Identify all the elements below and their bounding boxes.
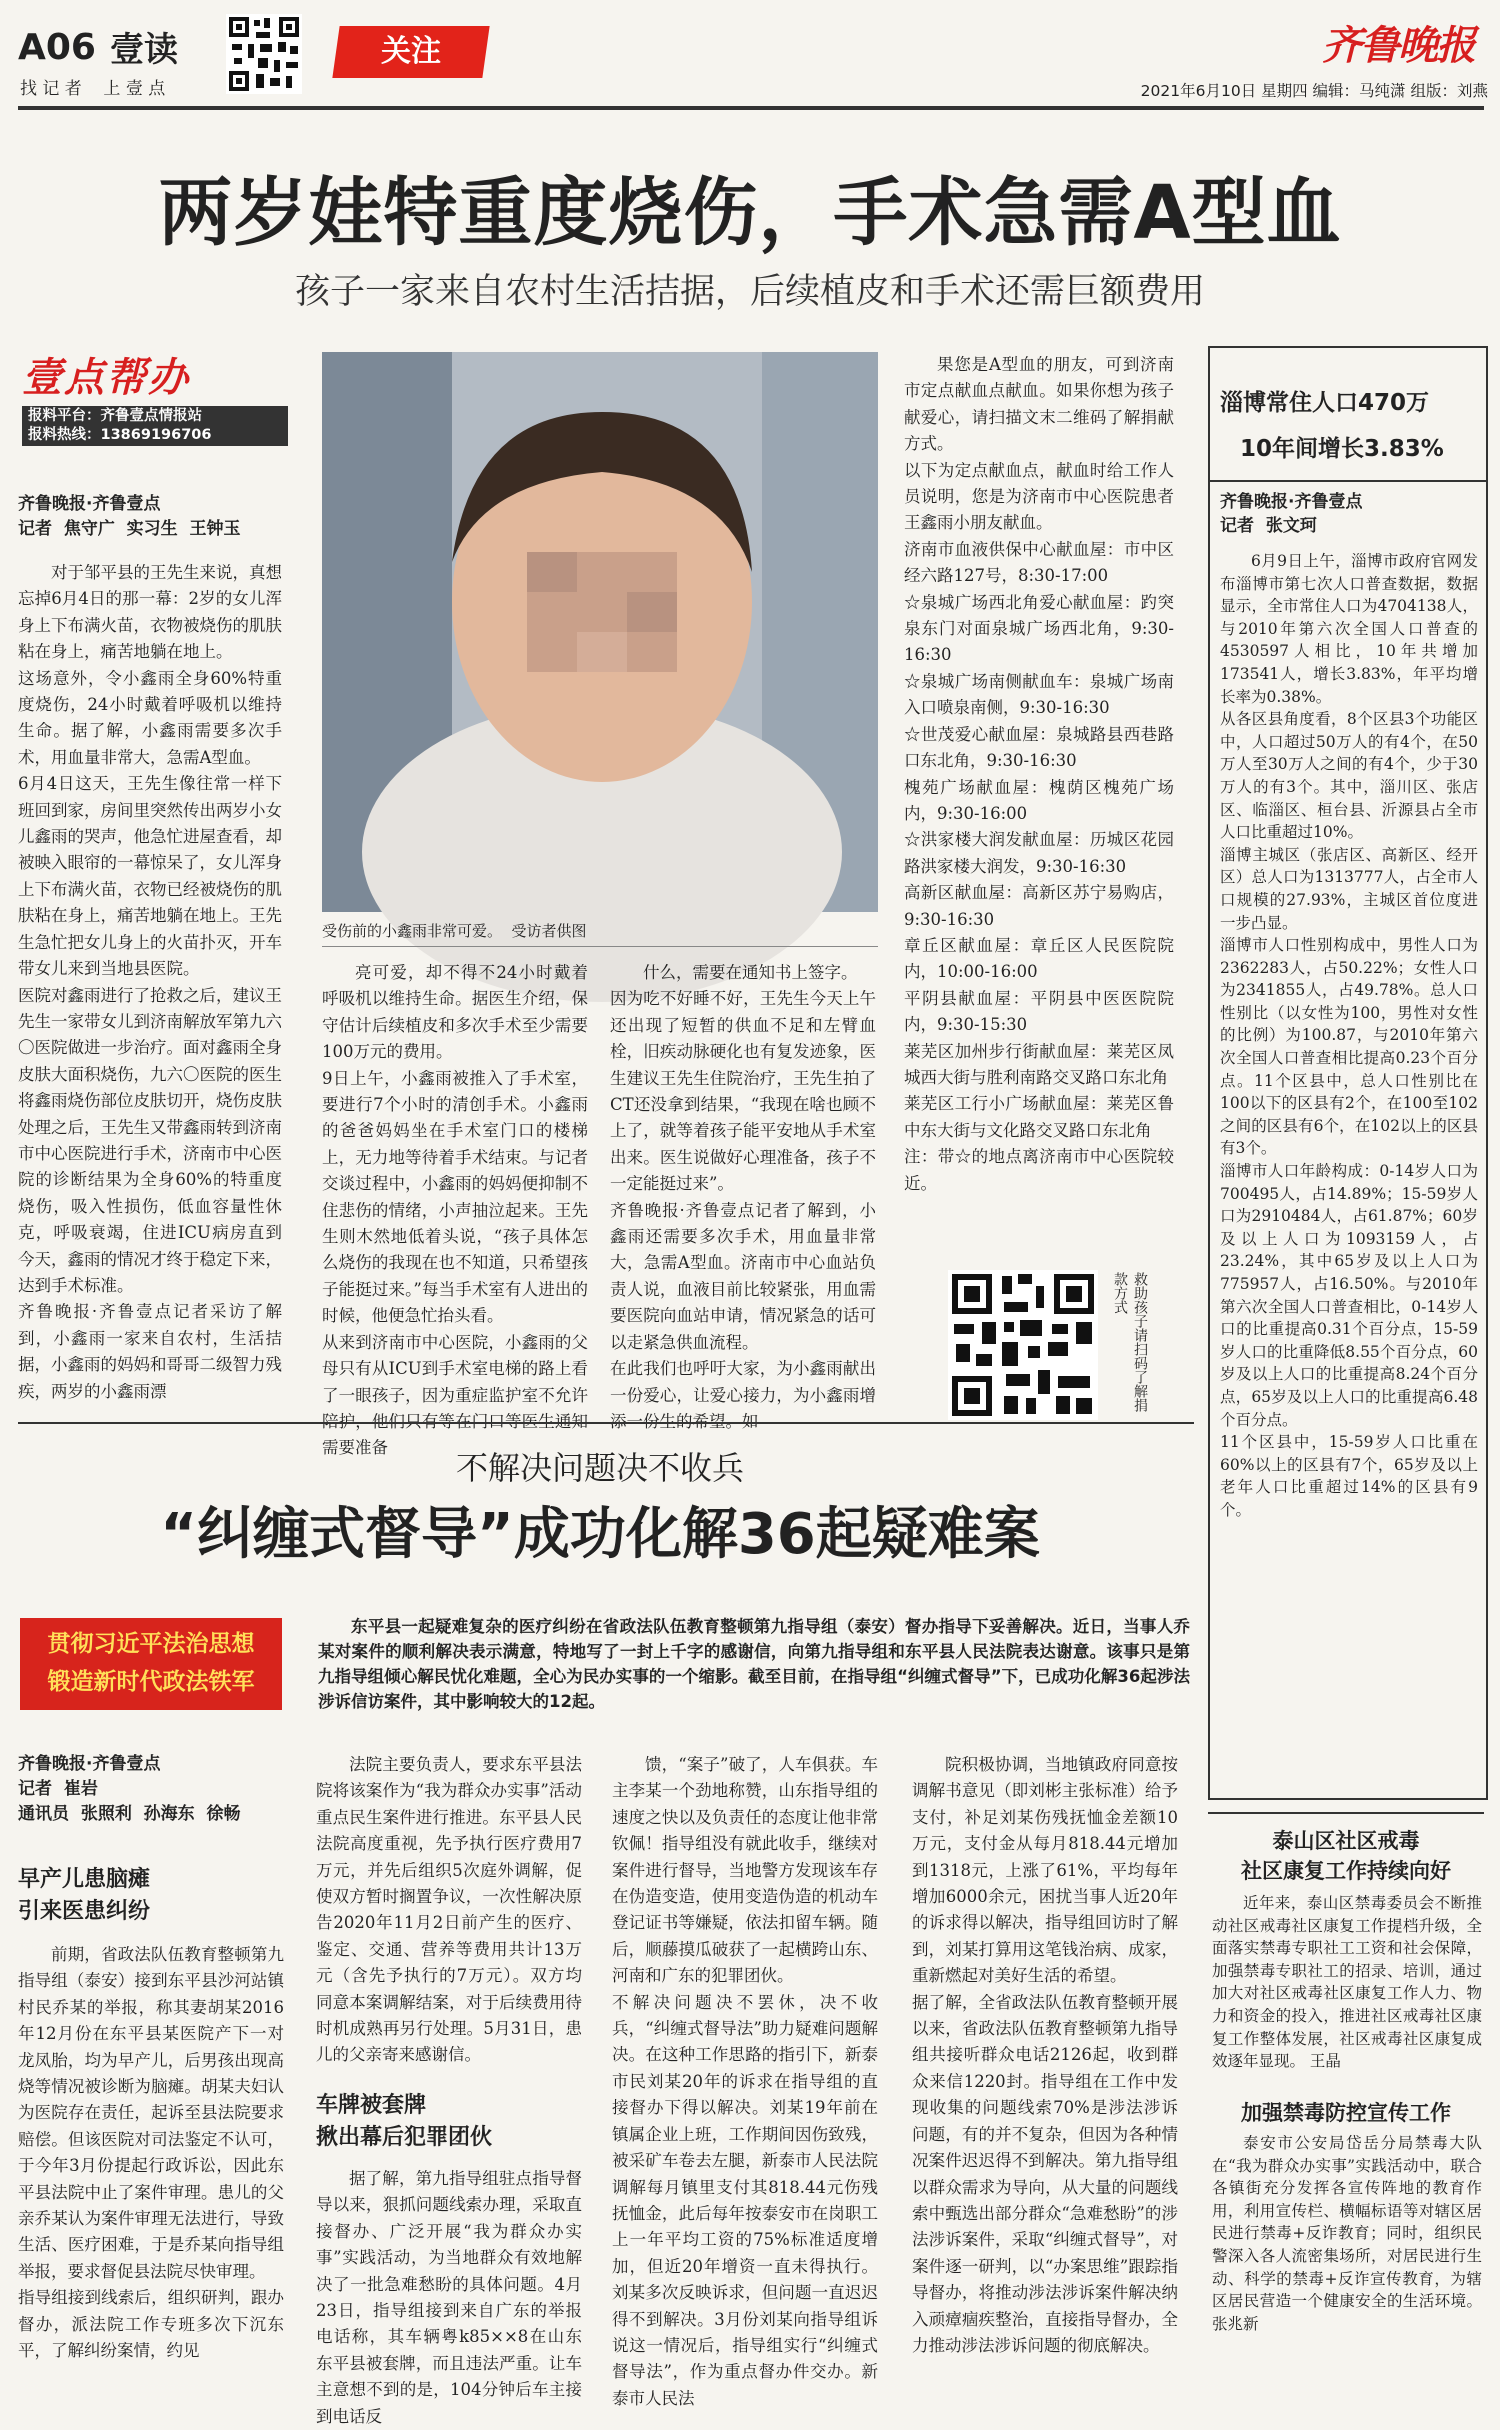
photo-caption: 受伤前的小鑫雨非常可爱。 受访者供图 (322, 922, 587, 940)
story1-body-col4: 果您是A型血的朋友，可到济南市定点献血点献血。如果你想为孩子献爱心，请扫描文末二维码了解捐献方式。 以下为定点献血点，献血时给工作人员说明，您是为济南市中心医院患者王鑫雨小朋友献血。 济南市血液供保中心献血屋：市中区经六路127号，8:30-17:00 ☆泉城广场西北角爱心献血屋：趵突泉东门对面泉城广场西北角，9:30-16:30 ☆泉城广场南侧献血车：泉城广场南入口喷泉南侧，9:30-16:30 ☆世茂爱心献血屋：泉城路县西巷路口东北角，9:30-16:30 槐苑广场献血屋：槐荫区槐苑广场内，9:30-16:00 ☆洪家楼大润发献血屋：历城区花园路洪家楼大润发，9:30-16:30 高新区献血屋：高新区苏宁易购店，9:30-16:30 章丘区献血屋：章丘区人民医院院内，10:00-16:00 平阴县献血屋：平阴县中医医院院内，9:30-15:30 莱芜区加州步行街献血屋：莱芜区凤城西大街与胜利南路交叉路口东北角 莱芜区工行小广场献血屋：莱芜区鲁中东大街与文化路交叉路口东北角 注：带☆的地点离济南市中心医院较近。 (904, 355, 1174, 1193)
story2-lead: 东平县一起疑难复杂的医疗纠纷在省政法队伍教育整顿第九指导组（泰安）督办指导下妥善解决。近日，当事人乔某对案件的顺利解决表示满意，特地写了一封上千字的感谢信，向第九指导组和东平县人民法院表达谢意。该事只是第九指导组倾心解民忧化难题，全心为民办实事的一个缩影。截至目前，在指导组“纠缠式督导”下，已成功化解36起涉法涉诉信访案件，其中影响较大的12起。 (318, 1617, 1190, 1711)
story1-byline-1: 齐鲁晚报·齐鲁壹点 (18, 494, 161, 514)
story2-body-col2: 法院主要负责人，要求东平县法院将该案作为“我为群众办实事”活动重点民生案件进行推进。东平县人民法院高度重视，先予执行医疗费用7万元，并先后组织5次庭外调解，促使双方暂时搁置争议，一次性解决原告2020年11月2日前产生的医疗、鉴定、交通、营养等费用共计13万元（含先予执行的7万元）。双方均同意本案调解结案，对于后续费用待时机成熟再另行处理。5月31日，患儿的父亲寄来感谢信。 (316, 1755, 582, 2065)
story2-body-col2b: 据了解，第九指导组驻点指导督导以来，狠抓问题线索办理，采取直接督办、广泛开展“我为群众办实事”实践活动，为当地群众有效地解决了一批急难愁盼的具体问题。4月23日，指导组接到来自广东的举报电话称，其车辆粤k85××8在山东东平县被套牌，而且违法严重。让车主意想不到的是，104分钟后车主接到电话反 (316, 2169, 582, 2426)
sidebar-drug-body-1: 近年来，泰山区禁毒委员会不断推动社区戒毒社区康复工作提档升级，全面落实禁毒专职社工工资和社会保障，加强禁毒专职社工的招录、培训，通过加大对社区戒毒社区康复工作人力、物力和资金的投入，推进社区戒毒社区康复工作整体发展，社区戒毒社区康复成效逐年显现。 王晶 (1212, 1894, 1482, 2071)
story2-subhead-1b: 引来医患纠纷 (18, 1899, 151, 1924)
help-hotline: 报料热线：13869196706 (28, 427, 212, 443)
page-number: A06 (18, 27, 96, 68)
story2-byline-2: 记者 崔岩 (18, 1779, 98, 1799)
page-header (0, 0, 1500, 112)
story2-body-col1: 前期，省政法队伍教育整顿第九指导组（泰安）接到东平县沙河站镇村民乔某的举报，称其妻胡某2016年12月份在东平县某医院产下一对龙凤胎，均为早产儿，后男孩出现高烧等情况被诊断为脑瘫。胡某夫妇认为医院存在责任，起诉至县法院要求赔偿。但该医院对司法鉴定不认可，于今年3月份提起行政诉讼，因此东平县法院中止了案件审理。患儿的父亲乔某认为案件审理无法进行，导致生活、医疗困难，于是乔某向指导组举报，要求督促县法院尽快审理。 指导组接到线索后，组织研判，跟办督办，派法院工作专班多次下沉东平，了解纠纷案情，约见 (18, 1945, 284, 2361)
sidebar-drug-rule (1208, 1812, 1484, 1814)
story2-byline-3: 通讯员 张照利 孙海东 徐畅 (18, 1804, 241, 1824)
story2-kicker: 不解决问题决不收兵 (455, 1449, 744, 1487)
sidebar-drug-body-2: 泰安市公安局岱岳分局禁毒大队在“我为群众办实事”实践活动中，联合各镇街充分发挥各宣传阵地的教育作用，利用宣传栏、横幅标语等对辖区居民进行禁毒+反诈教育；同时，组织民警深入各人流密集场所，对居民进行生动、科学的禁毒+反诈宣传教育，为辖区居民营造一个健康安全的生活环境。 张兆新 (1212, 2134, 1482, 2333)
qr-caption: 救助孩子请扫码了解捐款方式 (1112, 1272, 1148, 1412)
story1-body-col1: 对于邹平县的王先生来说，真想忘掉6月4日的那一幕：2岁的女儿浑身上下布满火苗，衣物被烧伤的肌肤粘在身上，痛苦地躺在地上。 这场意外，令小鑫雨全身60%特重度烧伤，24小时戴着呼吸机以维持生命。据了解，小鑫雨需要多次手术，用血量非常大，急需A型血。 6月4日这天，王先生像往常一样下班回到家，房间里突然传出两岁小女儿鑫雨的哭声，他急忙进屋查看，却被映入眼帘的一幕惊呆了，女儿浑身上下布满火苗，衣物已经被烧伤的肌肤粘在身上，痛苦地躺在地上。王先生急忙把女儿身上的火苗扑灭，开车带女儿来到当地县医院。 医院对鑫雨进行了抢救之后，建议王先生一家带女儿到济南解放军第九六〇医院做进一步治疗。面对鑫雨全身皮肤大面积烧伤，九六〇医院的医生将鑫雨烧伤部位皮肤切开，烧伤皮肤处理之后，王先生又带鑫雨转到济南市中心医院进行手术，济南市中心医院的诊断结果为全身60%的特重度烧伤，吸入性损伤，低血容量性休克，呼吸衰竭，住进ICU病房直到今天，鑫雨的情况才终于稳定下来，达到手术标准。 齐鲁晚报·齐鲁壹点记者采访了解到，小鑫雨一家来自农村，生活拮据，小鑫雨的妈妈和哥哥二级智力残疾，两岁的小鑫雨漂 (18, 563, 282, 1401)
header-qr-code[interactable] (226, 14, 302, 94)
sidebar-pop-rule (1210, 480, 1486, 482)
story2-byline-1: 齐鲁晚报·齐鲁壹点 (18, 1754, 161, 1774)
sidebar-pop-title-1: 淄博常住人口470万 (1220, 390, 1430, 416)
story2-subhead-2a: 车牌被套牌 (316, 2093, 427, 2118)
headline: 两岁娃特重度烧伤，手术急需A型血 (158, 170, 1342, 256)
sidebar-pop-byline-2: 记者 张文珂 (1220, 516, 1317, 536)
section-name: 壹读 (110, 30, 178, 70)
date-line: 2021年6月10日 星期四 编辑：马纯潇 组版：刘燕 (1140, 82, 1488, 100)
child-photo (322, 352, 878, 912)
story2-subhead-2b: 揪出幕后犯罪团伙 (316, 2125, 493, 2150)
section-tag-label: 关注 (381, 34, 441, 69)
story2-body-col4: 院积极协调，当地镇政府同意按调解书意见（即刘彬主张标准）给予支付，补足刘某伤残抚恤金差额10万元，支付金从每月818.44元增加到1318元，上涨了61%，平均每年增加6000余元，困扰当事人近20年的诉求得以解决，指导组回访时了解到，刘某打算用这笔钱治病、成家，重新燃起对美好生活的希望。 据了解，全省政法队伍教育整顿开展以来，省政法队伍教育整顿第九指导组共接听群众电话2126起，收到群众来信1220封。指导组在工作中发现收集的问题线索70%是涉法涉诉问题，有的并不复杂，但因为各种情况案件迟迟得不到解决。第九指导组以群众需求为导向，从大量的问题线索中甄选出部分群众“急难愁盼”的涉法涉诉案件，采取“纠缠式督导”，对案件逐一研判，以“办案思维”跟踪指导督办，将推动涉法涉诉案件解决纳入顽瘴痼疾整治，直接指导督办，全力推动涉法涉诉问题的彻底解决。 (912, 1755, 1178, 2355)
story1-byline-2: 记者 焦守广 实习生 王钟玉 (18, 519, 241, 539)
story2-badge (20, 1618, 282, 1710)
story2-badge-line1: 贯彻习近平法治思想 (47, 1631, 255, 1657)
header-slogan: 找 记 者 上 壹 点 (20, 79, 166, 99)
story2-badge-line2: 锻造新时代政法铁军 (47, 1669, 255, 1695)
sidebar-pop-body: 6月9日上午，淄博市政府官网发布淄博市第七次人口普查数据，数据显示，全市常住人口为4704138人，与2010年第六次全国人口普查的4530597人相比，10年共增加173541人，增长3.83%，年平均增长率为0.38%。 从各区县角度看，8个区县3个功能区中，人口超过50万人的有4个，在50万人至30万人之间的有4个，少于30万人的有3个。其中，淄川区、张店区、临淄区、桓台县、沂源县占全市人口比重超过10%。 淄博主城区（张店区、高新区、经开区）总人口为1313777人，占全市人口规模的27.93%，主城区首位度进一步凸显。 淄博市人口性别构成中，男性人口为2362283人，占50.22%；女性人口为2341855人，占49.78%。总人口性别比（以女性为100，男性对女性的比例）为100.87，与2010年第六次全国人口普查相比提高0.23个百分点。11个区县中，总人口性别比在100以下的区县有2个，在100至102之间的区县有6个，在102以上的区县有3个。 淄博市人口年龄构成：0-14岁人口为700495人，占14.89%；15-59岁人口为2910484人，占61.87%；60岁及以上人口为1093159人，占23.24%，其中65岁及以上人口为775957人，占16.50%。与2010年第六次全国人口普查相比，0-14岁人口的比重提高0.31个百分点，15-59岁人口的比重降低8.55个百分点，60岁及以上人口的比重提高8.24个百分点，65岁及以上人口的比重提高6.48个百分点。 11个区县中，15-59岁人口比重在60%以上的区县有7个，65岁及以上老年人口比重超过14%的区县有9个。 (1220, 552, 1478, 1519)
story1-body-col2: 亮可爱，却不得不24小时戴着呼吸机以维持生命。据医生介绍，保守估计后续植皮和多次手术至少需要100万元的费用。 9日上午，小鑫雨被推入了手术室，要进行7个小时的清创手术。小鑫雨的爸爸妈妈坐在手术室门口的楼梯上，无力地等待着手术结束。与记者交谈过程中，小鑫雨的妈妈便抑制不住悲伤的情绪，小声抽泣起来。王先生则木然地低着头说，“孩子具体怎么烧伤的我现在也不知道，只希望孩子能挺过来。”每当手术室有人进出的时候，他便急忙抬头看。 从来到济南市中心医院，小鑫雨的父母只有从ICU到手术室电梯的路上看了一眼孩子，因为重症监护室不允许 需要准备 (322, 963, 588, 1458)
sidebar-population (1208, 346, 1488, 1800)
photo-caption-rule (322, 946, 878, 947)
header-rule (18, 106, 1484, 110)
sidebar-drug-title-3: 加强禁毒防控宣传工作 (1241, 2101, 1451, 2125)
help-platform: 报料平台：齐鲁壹点情报站 (28, 408, 202, 424)
donation-qr-code[interactable] (948, 1270, 1098, 1420)
paper-logo: 齐鲁晚报 (1322, 22, 1474, 69)
story1-body-col3: 什么，需要在通知书上签字。 因为吃不好睡不好，王先生今天上午还出现了短暂的供血不足和左臂血栓，旧疾动脉硬化也有复发迹象，医生建议王先生住院治疗，王先生拍了CT还没拿到结果，“我现在啥也顾不上了，就等着孩子能平安地从手术室出来。医生说做好心理准备，孩子不一定能挺过来”。 齐鲁晚报·齐鲁壹点记者了解到，小鑫雨还需要多次手术，用血量非常大，急需A型血。济南市中心血站负责人说，血液目前比较紧张，用血需要医院向血站申请，情况紧急的话可以走紧急供血流程。 在此我们也呼吁大家，为小鑫雨献出一份爱心，让爱心接力，为小鑫雨增 (610, 963, 876, 1405)
help-box (22, 354, 288, 446)
sidebar-drug-title-1: 泰山区社区戒毒 (1272, 1829, 1420, 1853)
sidebar-pop-byline-1: 齐鲁晚报·齐鲁壹点 (1220, 492, 1363, 512)
story2-headline: “纠缠式督导”成功化解36起疑难案 (160, 1502, 1040, 1567)
story2-body-col3: 馈，“案子”破了，人车俱获。车主李某一个劲地称赞，山东指导组的速度之快以及负责任的态度让他非常钦佩！指导组没有就此收手，继续对案件进行督导，当地警方发现该车存在伪造变造，使用变造伪造的机动车登记证书等嫌疑，依法扣留车辆。随后，顺藤摸瓜破获了一起横跨山东、河南和广东的犯罪团伙。 不解决问题决不罢休，决不收兵，“纠缠式督导法”助力疑难问题解决。在这种工作思路的指引下，新泰市民刘某20年的诉求在指导组的直接督办下得以解决。刘某19年前在镇属企业上班，工作期间因伤致残，被采矿车卷去左腿，新泰市人民法院调解每月镇里支付其818.44元伤残抚恤金，此后每年按泰安市在岗职工上一年平均工资的75%标准适度增加，但近20年增资一直未得执行。刘某多次反映诉求，但问题一直迟迟得不到解决。3月份刘某向指导组诉说这一情况后，指导组实行“纠缠式督导法”，作为重点督办件交办。新泰市人民法 (612, 1755, 878, 2408)
story2-subhead-1a: 早产儿患脑瘫 (18, 1867, 151, 1892)
sidebar-drug-title-2: 社区康复工作持续向好 (1241, 1859, 1451, 1883)
subheadline: 孩子一家来自农村生活拮据，后续植皮和手术还需巨额费用 (294, 272, 1205, 312)
story-divider (18, 1422, 1194, 1424)
sidebar-pop-title-2: 10年间增长3.83% (1240, 436, 1444, 462)
help-logo: 壹点帮办 (22, 355, 190, 401)
